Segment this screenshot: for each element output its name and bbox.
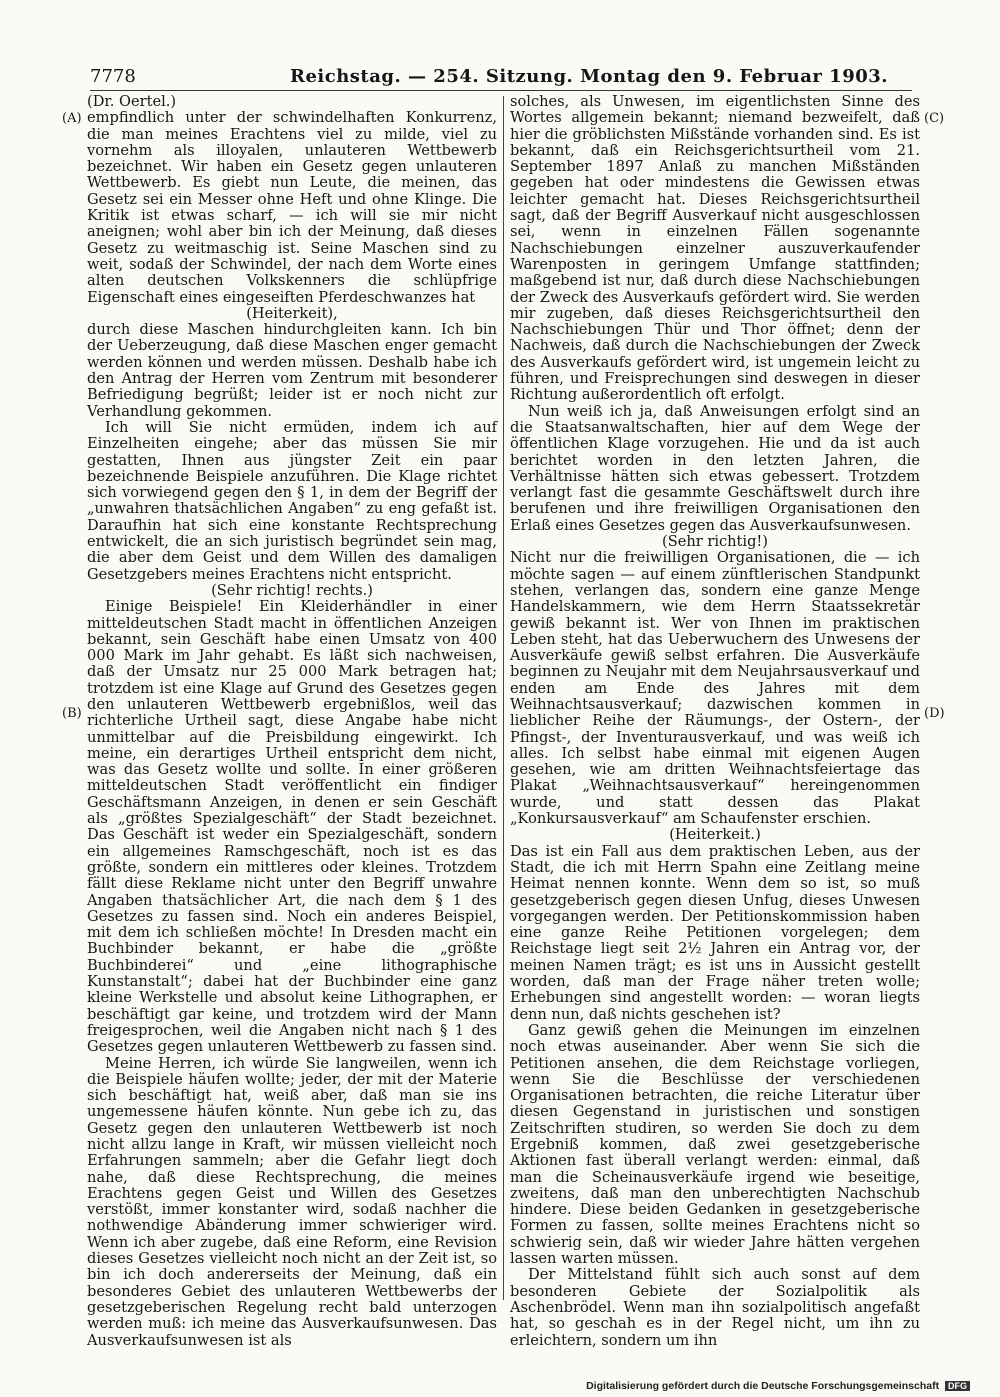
- paragraph: Nun weiß ich ja, daß Anweisungen erfolgt sind an die Staatsanwaltschaften, hier auf dem Wege der öffentlichen Klage vorzugehen. Hie und da ist auch berichtet worden in den letzten Jahren, die Verhältnisse hätten sich etwas gebessert. Trotzdem verlangt fast die gesammte Geschäftswelt durch ihre berufenen und ihre freiwilligen Organisationen den Erlaß eines Gesetzes gegen das Ausverkaufsunwesen.: [510, 402, 920, 534]
- page-number: 7778: [90, 66, 136, 87]
- paragraph: Einige Beispiele! Ein Kleiderhändler in einer mitteldeutschen Stadt macht in öffentlichen Anzeigen bekannt, sein Geschäft habe einen Umsatz von 400 000 Mark im Jahr gehabt. Es läßt sich nachweisen, daß der Umsatz nur 25 000 Mark betragen hat; trotzdem ist eine Klage auf Grund des Gesetzes gegen den unlauteren Wettbewerb ergebnißlos, weil das richterliche Urtheil sagt, diese Angabe habe nicht unmittelbar auf die Preisbildung eingewirkt. Ich meine, ein derartiges Urtheil entspricht dem nicht, was das Gesetz wollte und sollte. In einer größeren mitteldeutschen Stadt veröffentlicht ein findiger Geschäftsmann Anzeigen, in denen er sein Geschäft als „größtes Spezialgeschäft“ der Stadt bezeichnet. Das Geschäft ist weder ein Spezialgeschäft, sondern ein allgemeines Ramschgeschäft, noch ist es das größte, sondern ein mittleres oder kleines. Trotzdem fällt diese Reklame nicht unter den Begriff unwahre Angaben thatsächlicher Art, die nach dem § 1 des Gesetzes zu fassen sind. Noch ein anderes Beispiel, mit dem ich schließen möchte! In Dresden macht ein Buchbinder bekannt, er habe die „größte Buchbinderei“ und „eine lithographische Kunstanstalt“; dabei hat der Buchbinder eine ganz kleine Werkstelle und absolut keine Lithographen, er beschäftigt gar keine, und trotzdem wird der Mann freigesprochen, weil die Angaben nicht nach § 1 des Gesetzes gegen unlauteren Wettbewerb zu fassen sind.: [87, 598, 497, 1056]
- footer-text: Digitalisierung gefördert durch die Deutsche Forschungsgemeinschaft: [586, 1380, 940, 1392]
- margin-mark-a: (A): [62, 111, 82, 126]
- paragraph: Meine Herren, ich würde Sie langweilen, wenn ich die Beispiele häufen wollte; jeder, der mit der Materie sich beschäftigt hat, weiß aber, daß man sie ins ungemessene häufen könnte. Nun gebe ich zu, das Gesetz gegen den unlauteren Wettbewerb ist noch nicht allzu lange in Kraft, wir müssen vielleicht noch Erfahrungen sammeln; aber die Gefahr liegt doch nahe, daß diese Rechtsprechung, die meines Erachtens gegen Geist und Willen des Gesetzes verstößt, immer konstanter wird, sodaß nachher die nothwendige Abänderung immer schwieriger wird. Wenn ich aber zugebe, daß eine Reform, eine Revision dieses Gesetzes vielleicht noch nicht an der Zeit ist, so bin ich doch andererseits der Meinung, daß ein besonderes Gebiet des unlauteren Wettbewerbs der gesetzgeberischen Regelung recht bald unterzogen werden muß: ich meine das Ausverkaufsunwesen. Das Ausverkaufsunwesen ist als: [87, 1054, 497, 1349]
- interjection: (Heiterkeit),: [246, 304, 338, 322]
- paragraph: durch diese Maschen hindurchgleiten kann. Ich bin der Ueberzeugung, daß diese Maschen enger gemacht werden können und werden müssen. Deshalb habe ich den Antrag der Herren vom Zentrum mit besonderer Befriedigung begrüßt; leider ist er noch nicht zur Verhandlung gekommen.: [87, 321, 497, 420]
- running-title: Reichstag. — 254. Sitzung. Montag den 9. Februar 1903.: [290, 66, 889, 87]
- margin-mark-b: (B): [62, 706, 82, 721]
- interjection: (Sehr richtig! rechts.): [211, 581, 373, 599]
- margin-mark-c: (C): [924, 111, 945, 126]
- paragraph: Ganz gewiß gehen die Meinungen im einzelnen noch etwas auseinander. Aber wenn Sie sich die Petitionen ansehen, die dem Reichstage vorliegen, wenn Sie die Beschlüsse der verschiedenen Organisationen betrachten, die reiche Literatur über diesen Gegenstand in juristischen und sonstigen Zeitschriften studiren, so werden Sie doch zu dem Ergebniß kommen, daß zwei gesetzgeberische Aktionen fast überall verlangt werden: einmal, daß man die Scheinausverkäufe irgend wie beseitige, zweitens, daß man den unberechtigten Nachschub hindere. Diese beiden Gedanken in gesetzgeberische Formen zu fassen, sollte meines Erachtens nicht so schwierig sein, daß wir wieder Jahre hätten vergehen lassen warten müssen.: [510, 1021, 920, 1268]
- paragraph: solches, als Unwesen, im eigentlichsten Sinne des Wortes allgemein bekannt; niemand bezweifelt, daß hier die gröblichsten Mißstände vorhanden sind. Es ist bekannt, daß ein Reichsgerichtsurtheil vom 21. September 1897 Anlaß zu manchen Mißständen gegeben hat oder mindestens die Gewissen etwas leichter gemacht hat. Dieses Reichsgerichtsurtheil sagt, daß der Begriff Ausverkauf nicht ausgeschlossen sei, wenn in einzelnen Fällen sogenannte Nachschiebungen einzelner auszuverkaufender Warenposten in geringem Umfange stattfinden; maßgebend ist nur, daß durch diese Nachschiebungen der Zweck des Ausverkaufs gefördert wird. Sie werden mir zugeben, daß dieses Reichsgerichtsurtheil den Nachschiebungen Thür und Thor öffnet; denn der Nachweis, daß durch die Nachschiebungen der Zweck des Ausverkaufs gefördert wird, ist ungemein leicht zu führen, und Freisprechungen sind deswegen in dieser Richtung außerordentlich oft erfolgt.: [510, 93, 920, 404]
- paragraph: Nicht nur die freiwilligen Organisationen, die — ich möchte sagen — auf einem zünftlerischen Standpunkt stehen, verlangen das, sondern eine ganze Menge Handelskammern, wie dem Herrn Staatssekretär gewiß bekannt ist. Wer von Ihnen im praktischen Leben steht, hat das Ueberwuchern des Unwesens der Ausverkäufe gewiß selbst erfahren. Die Ausverkäufe beginnen zu Neujahr mit dem Neujahrsausverkauf und enden am Ende des Jahres mit dem Weihnachtsausverkauf; dazwischen kommen in lieblicher Reihe der Räumungs-, der Ostern-, der Pfingst-, der Inventurausverkauf, und was weiß ich alles. Ich selbst habe einmal mit eigenen Augen gesehen, wie am dritten Weihnachtsfeiertage das Plakat „Weihnachtsausverkauf“ hereingenommen wurde, und statt dessen das Plakat „Konkursausverkauf“ am Schaufenster erschien.: [510, 549, 920, 828]
- speaker-label: (Dr. Oertel.): [87, 93, 177, 110]
- column-divider: [503, 96, 504, 1300]
- paragraph: Der Mittelstand fühlt sich auch sonst auf dem besonderen Gebiete der Sozialpolitik als Aschenbrödel. Wenn man ihn sozialpolitisch angefaßt hat, so geschah es in der Regel nicht, um ihn zu erleichtern, sondern um ihn: [510, 1266, 920, 1349]
- paragraph: Ich will Sie nicht ermüden, indem ich auf Einzelheiten eingehe; aber das müssen Sie mir gestatten, Ihnen aus jüngster Zeit ein paar bezeichnende Beispiele anzuführen. Die Klage richtet sich vorwiegend gegen den § 1, in dem der Begriff der „unwahren thatsächlichen Angaben“ zu eng gefaßt ist. Daraufhin hat sich eine konstante Rechtsprechung entwickelt, die an sich juristisch begründet sein mag, die aber dem Geist und dem Willen des damaligen Gesetzgebers meines Erachtens nicht entspricht.: [87, 418, 497, 583]
- interjection: (Sehr richtig!): [662, 533, 768, 551]
- running-header: [90, 66, 912, 91]
- right-column: [510, 94, 920, 1349]
- left-column: [87, 94, 497, 1349]
- paragraph: empfindlich unter der schwindelhaften Konkurrenz, die man meines Erachtens viel zu milde, viel zu vornehm als illoyalen, unlauteren Wettbewerb bezeichnet. Wir haben ein Gesetz gegen unlauteren Wettbewerb. Es giebt nun Leute, die meinen, das Gesetz sei ein Messer ohne Heft und ohne Klinge. Die Kritik ist etwas scharf, — ich will sie mir nicht aneignen; wohl aber bin ich der Meinung, daß dieses Gesetz zu weitmaschig ist. Seine Maschen sind zu weit, sodaß der Schwindel, der nach dem Worte eines alten deutschen Volkskenners die schlüpfrige Eigenschaft eines eingeseiften Pferdeschwanzes hat: [87, 109, 497, 306]
- dfg-logo: DFG: [945, 1381, 970, 1391]
- margin-mark-d: (D): [924, 706, 945, 721]
- paragraph: Das ist ein Fall aus dem praktischen Leben, aus der Stadt, die ich mit Herrn Spahn eine Zeitlang meine Heimat nennen konnte. Wenn dem so ist, so muß gesetzgeberisch gegen diesen Unfug, dieses Unwesen vorgegangen werden. Der Petitionskommission haben eine ganze Reihe Petitionen vorgelegen; dem Reichstage liegt seit 2½ Jahren ein Antrag vor, der meinen Namen trägt; es ist uns in Aussicht gestellt worden, daß man der Frage näher treten wolle; Erhebungen sind angestellt worden: — woran liegts denn nun, daß nichts geschehen ist?: [510, 842, 920, 1023]
- footer-credit: [586, 1380, 970, 1392]
- interjection: (Heiterkeit.): [669, 826, 761, 844]
